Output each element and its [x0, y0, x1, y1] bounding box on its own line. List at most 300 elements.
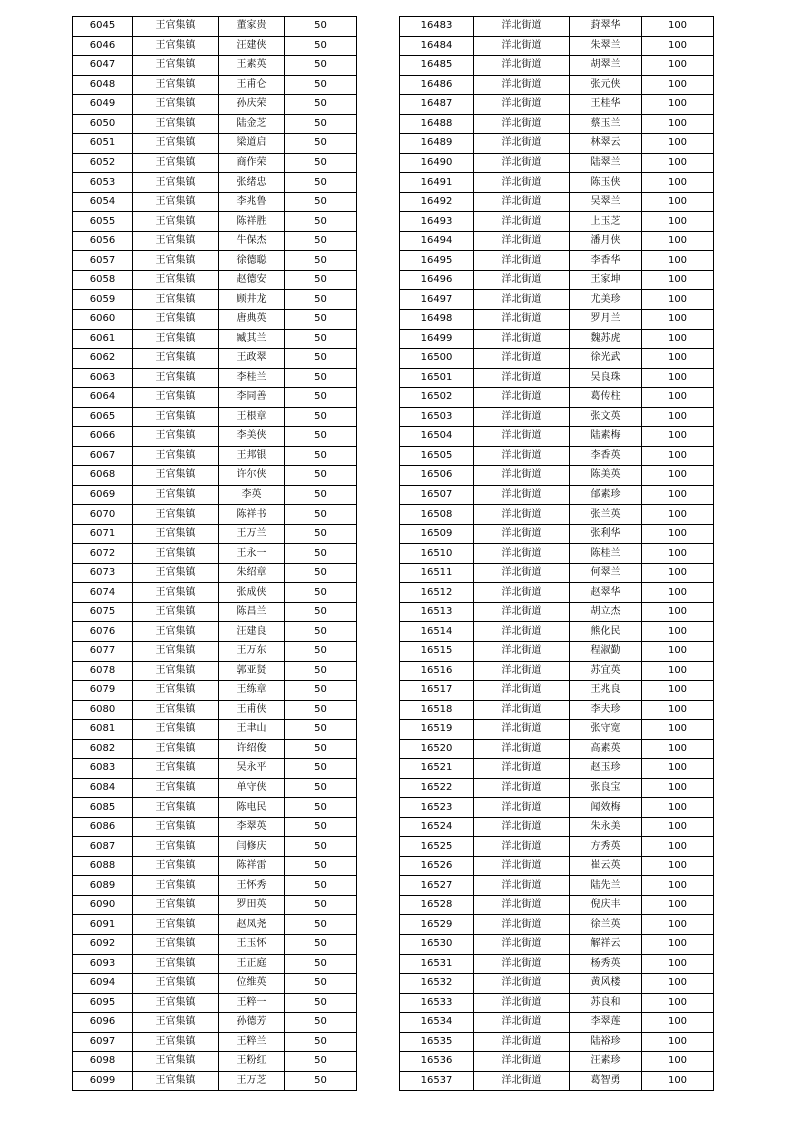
amount-cell: 50	[285, 700, 357, 720]
table-row	[73, 446, 357, 466]
table-row	[400, 642, 714, 662]
town-cell: 王官集镇	[133, 1013, 219, 1033]
table-row	[73, 720, 357, 740]
name-cell: 商作荣	[219, 153, 285, 173]
id-cell: 16520	[400, 739, 474, 759]
id-cell: 6082	[73, 739, 133, 759]
table-row	[73, 954, 357, 974]
id-cell: 16536	[400, 1052, 474, 1072]
table-row	[73, 17, 357, 37]
town-cell: 王官集镇	[133, 817, 219, 837]
town-cell: 王官集镇	[133, 36, 219, 56]
table-row	[400, 446, 714, 466]
id-cell: 16531	[400, 954, 474, 974]
town-cell: 洋北街道	[474, 290, 570, 310]
town-cell: 王官集镇	[133, 954, 219, 974]
name-cell: 张兰英	[570, 505, 642, 525]
amount-cell: 100	[642, 407, 714, 427]
id-cell: 6086	[73, 817, 133, 837]
id-cell: 6054	[73, 192, 133, 212]
table-row	[400, 954, 714, 974]
table-row	[400, 270, 714, 290]
amount-cell: 50	[285, 583, 357, 603]
amount-cell: 100	[642, 134, 714, 154]
name-cell: 王根章	[219, 407, 285, 427]
name-cell: 张元侠	[570, 75, 642, 95]
town-cell: 洋北街道	[474, 1032, 570, 1052]
id-cell: 6093	[73, 954, 133, 974]
id-cell: 16509	[400, 524, 474, 544]
name-cell: 徐光武	[570, 349, 642, 369]
town-cell: 王官集镇	[133, 798, 219, 818]
table-row	[400, 427, 714, 447]
town-cell: 洋北街道	[474, 427, 570, 447]
amount-cell: 50	[285, 817, 357, 837]
id-cell: 6059	[73, 290, 133, 310]
table-row	[400, 1071, 714, 1091]
id-cell: 16501	[400, 368, 474, 388]
town-cell: 王官集镇	[133, 231, 219, 251]
name-cell: 倪庆丰	[570, 895, 642, 915]
name-cell: 王万兰	[219, 524, 285, 544]
name-cell: 赵玉珍	[570, 759, 642, 779]
table-row	[400, 36, 714, 56]
amount-cell: 100	[642, 583, 714, 603]
town-cell: 王官集镇	[133, 349, 219, 369]
table-row	[73, 876, 357, 896]
amount-cell: 100	[642, 505, 714, 525]
name-cell: 王兆良	[570, 681, 642, 701]
amount-cell: 50	[285, 466, 357, 486]
left-table	[72, 16, 357, 1091]
town-cell: 洋北街道	[474, 446, 570, 466]
table-row	[400, 1013, 714, 1033]
name-cell: 陈美英	[570, 466, 642, 486]
name-cell: 许绍俊	[219, 739, 285, 759]
id-cell: 16518	[400, 700, 474, 720]
name-cell: 李夫珍	[570, 700, 642, 720]
amount-cell: 100	[642, 466, 714, 486]
town-cell: 洋北街道	[474, 192, 570, 212]
id-cell: 16491	[400, 173, 474, 193]
town-cell: 王官集镇	[133, 153, 219, 173]
id-cell: 6057	[73, 251, 133, 271]
id-cell: 16495	[400, 251, 474, 271]
town-cell: 洋北街道	[474, 1013, 570, 1033]
table-row	[73, 856, 357, 876]
name-cell: 陈电民	[219, 798, 285, 818]
name-cell: 赵凤尧	[219, 915, 285, 935]
name-cell: 吴永平	[219, 759, 285, 779]
town-cell: 洋北街道	[474, 1071, 570, 1091]
town-cell: 王官集镇	[133, 739, 219, 759]
town-cell: 王官集镇	[133, 778, 219, 798]
amount-cell: 100	[642, 524, 714, 544]
town-cell: 洋北街道	[474, 231, 570, 251]
id-cell: 6045	[73, 17, 133, 37]
name-cell: 陆金芝	[219, 114, 285, 134]
name-cell: 王粹一	[219, 993, 285, 1013]
town-cell: 洋北街道	[474, 954, 570, 974]
table-row	[400, 817, 714, 837]
amount-cell: 50	[285, 563, 357, 583]
id-cell: 16512	[400, 583, 474, 603]
table-row	[400, 876, 714, 896]
amount-cell: 100	[642, 75, 714, 95]
town-cell: 王官集镇	[133, 212, 219, 232]
amount-cell: 50	[285, 446, 357, 466]
amount-cell: 100	[642, 544, 714, 564]
amount-cell: 50	[285, 407, 357, 427]
table-row	[73, 1013, 357, 1033]
name-cell: 汪建良	[219, 622, 285, 642]
table-row	[73, 583, 357, 603]
amount-cell: 50	[285, 114, 357, 134]
id-cell: 16511	[400, 563, 474, 583]
town-cell: 洋北街道	[474, 329, 570, 349]
town-cell: 洋北街道	[474, 993, 570, 1013]
town-cell: 王官集镇	[133, 700, 219, 720]
id-cell: 16494	[400, 231, 474, 251]
id-cell: 16516	[400, 661, 474, 681]
town-cell: 洋北街道	[474, 895, 570, 915]
table-row	[400, 602, 714, 622]
id-cell: 6074	[73, 583, 133, 603]
table-row	[400, 75, 714, 95]
table-row	[400, 290, 714, 310]
id-cell: 6069	[73, 485, 133, 505]
table-row	[73, 1071, 357, 1091]
town-cell: 王官集镇	[133, 114, 219, 134]
id-cell: 16521	[400, 759, 474, 779]
amount-cell: 100	[642, 778, 714, 798]
amount-cell: 100	[642, 173, 714, 193]
town-cell: 王官集镇	[133, 642, 219, 662]
amount-cell: 100	[642, 231, 714, 251]
name-cell: 熊化民	[570, 622, 642, 642]
amount-cell: 100	[642, 153, 714, 173]
town-cell: 王官集镇	[133, 56, 219, 76]
name-cell: 何翠兰	[570, 563, 642, 583]
name-cell: 魏苏虎	[570, 329, 642, 349]
amount-cell: 100	[642, 485, 714, 505]
name-cell: 苏宜英	[570, 661, 642, 681]
id-cell: 16503	[400, 407, 474, 427]
name-cell: 葛智勇	[570, 1071, 642, 1091]
id-cell: 6052	[73, 153, 133, 173]
table-row	[73, 56, 357, 76]
amount-cell: 50	[285, 212, 357, 232]
amount-cell: 100	[642, 876, 714, 896]
id-cell: 16515	[400, 642, 474, 662]
name-cell: 孙德芳	[219, 1013, 285, 1033]
id-cell: 6096	[73, 1013, 133, 1033]
table-row	[73, 681, 357, 701]
amount-cell: 100	[642, 642, 714, 662]
table-row	[400, 993, 714, 1013]
id-cell: 16505	[400, 446, 474, 466]
town-cell: 洋北街道	[474, 622, 570, 642]
table-row	[400, 583, 714, 603]
amount-cell: 100	[642, 895, 714, 915]
id-cell: 6050	[73, 114, 133, 134]
town-cell: 洋北街道	[474, 583, 570, 603]
name-cell: 陈玉侠	[570, 173, 642, 193]
amount-cell: 100	[642, 700, 714, 720]
amount-cell: 100	[642, 681, 714, 701]
town-cell: 王官集镇	[133, 759, 219, 779]
amount-cell: 100	[642, 368, 714, 388]
amount-cell: 100	[642, 934, 714, 954]
amount-cell: 100	[642, 856, 714, 876]
amount-cell: 100	[642, 56, 714, 76]
name-cell: 李翠莲	[570, 1013, 642, 1033]
table-row	[73, 349, 357, 369]
table-row	[400, 349, 714, 369]
amount-cell: 50	[285, 661, 357, 681]
id-cell: 16517	[400, 681, 474, 701]
town-cell: 王官集镇	[133, 583, 219, 603]
name-cell: 陆素梅	[570, 427, 642, 447]
amount-cell: 100	[642, 329, 714, 349]
table-row	[400, 212, 714, 232]
table-row	[73, 759, 357, 779]
town-cell: 王官集镇	[133, 876, 219, 896]
table-row	[400, 837, 714, 857]
id-cell: 16483	[400, 17, 474, 37]
amount-cell: 50	[285, 388, 357, 408]
table-row	[73, 466, 357, 486]
id-cell: 6072	[73, 544, 133, 564]
amount-cell: 50	[285, 837, 357, 857]
id-cell: 16526	[400, 856, 474, 876]
name-cell: 王怀秀	[219, 876, 285, 896]
town-cell: 王官集镇	[133, 720, 219, 740]
name-cell: 李同善	[219, 388, 285, 408]
name-cell: 李香英	[570, 446, 642, 466]
table-row	[73, 642, 357, 662]
town-cell: 洋北街道	[474, 309, 570, 329]
table-row	[73, 895, 357, 915]
name-cell: 杨秀英	[570, 954, 642, 974]
amount-cell: 50	[285, 290, 357, 310]
amount-cell: 100	[642, 759, 714, 779]
name-cell: 朱绍章	[219, 563, 285, 583]
id-cell: 16499	[400, 329, 474, 349]
amount-cell: 100	[642, 798, 714, 818]
id-cell: 16532	[400, 974, 474, 994]
amount-cell: 50	[285, 544, 357, 564]
table-row	[73, 837, 357, 857]
table-row	[400, 759, 714, 779]
name-cell: 汪建侠	[219, 36, 285, 56]
id-cell: 6095	[73, 993, 133, 1013]
table-row	[73, 114, 357, 134]
id-cell: 16535	[400, 1032, 474, 1052]
name-cell: 李美侠	[219, 427, 285, 447]
amount-cell: 100	[642, 95, 714, 115]
name-cell: 王甫侠	[219, 700, 285, 720]
amount-cell: 50	[285, 1013, 357, 1033]
name-cell: 李英	[219, 485, 285, 505]
town-cell: 洋北街道	[474, 798, 570, 818]
table-row	[400, 915, 714, 935]
amount-cell: 100	[642, 1013, 714, 1033]
name-cell: 王邦银	[219, 446, 285, 466]
id-cell: 16533	[400, 993, 474, 1013]
id-cell: 6091	[73, 915, 133, 935]
name-cell: 王粹兰	[219, 1032, 285, 1052]
amount-cell: 50	[285, 622, 357, 642]
id-cell: 6075	[73, 602, 133, 622]
amount-cell: 50	[285, 36, 357, 56]
amount-cell: 50	[285, 251, 357, 271]
id-cell: 6063	[73, 368, 133, 388]
table-row	[400, 231, 714, 251]
table-row	[400, 778, 714, 798]
town-cell: 洋北街道	[474, 661, 570, 681]
id-cell: 16492	[400, 192, 474, 212]
name-cell: 徐兰英	[570, 915, 642, 935]
name-cell: 林翠云	[570, 134, 642, 154]
id-cell: 16513	[400, 602, 474, 622]
id-cell: 16496	[400, 270, 474, 290]
amount-cell: 50	[285, 95, 357, 115]
name-cell: 陈祥胜	[219, 212, 285, 232]
id-cell: 16493	[400, 212, 474, 232]
table-row	[73, 212, 357, 232]
town-cell: 洋北街道	[474, 681, 570, 701]
town-cell: 王官集镇	[133, 622, 219, 642]
table-row	[73, 95, 357, 115]
id-cell: 6097	[73, 1032, 133, 1052]
amount-cell: 50	[285, 134, 357, 154]
id-cell: 16502	[400, 388, 474, 408]
amount-cell: 50	[285, 642, 357, 662]
amount-cell: 50	[285, 17, 357, 37]
table-row	[73, 993, 357, 1013]
id-cell: 6083	[73, 759, 133, 779]
id-cell: 6047	[73, 56, 133, 76]
amount-cell: 50	[285, 75, 357, 95]
table-row	[73, 36, 357, 56]
name-cell: 王家坤	[570, 270, 642, 290]
name-cell: 张良宝	[570, 778, 642, 798]
name-cell: 王粉红	[219, 1052, 285, 1072]
id-cell: 6077	[73, 642, 133, 662]
town-cell: 洋北街道	[474, 720, 570, 740]
id-cell: 6081	[73, 720, 133, 740]
table-row	[73, 915, 357, 935]
town-cell: 王官集镇	[133, 1071, 219, 1091]
table-row	[73, 485, 357, 505]
id-cell: 16522	[400, 778, 474, 798]
town-cell: 洋北街道	[474, 349, 570, 369]
amount-cell: 50	[285, 895, 357, 915]
town-cell: 洋北街道	[474, 759, 570, 779]
table-row	[400, 544, 714, 564]
table-row	[73, 329, 357, 349]
amount-cell: 50	[285, 231, 357, 251]
town-cell: 洋北街道	[474, 817, 570, 837]
id-cell: 16487	[400, 95, 474, 115]
name-cell: 崔云英	[570, 856, 642, 876]
town-cell: 洋北街道	[474, 368, 570, 388]
id-cell: 16523	[400, 798, 474, 818]
table-row	[400, 485, 714, 505]
table-row	[73, 661, 357, 681]
amount-cell: 100	[642, 309, 714, 329]
amount-cell: 100	[642, 1032, 714, 1052]
town-cell: 洋北街道	[474, 17, 570, 37]
town-cell: 王官集镇	[133, 309, 219, 329]
id-cell: 6053	[73, 173, 133, 193]
name-cell: 王素英	[219, 56, 285, 76]
name-cell: 闻效梅	[570, 798, 642, 818]
amount-cell: 50	[285, 602, 357, 622]
table-row	[400, 895, 714, 915]
town-cell: 洋北街道	[474, 270, 570, 290]
name-cell: 董家贵	[219, 17, 285, 37]
name-cell: 上玉芝	[570, 212, 642, 232]
amount-cell: 50	[285, 329, 357, 349]
id-cell: 6092	[73, 934, 133, 954]
name-cell: 李兆鲁	[219, 192, 285, 212]
table-row	[400, 114, 714, 134]
table-row	[400, 798, 714, 818]
id-cell: 6079	[73, 681, 133, 701]
table-row	[400, 1032, 714, 1052]
table-row	[73, 427, 357, 447]
name-cell: 胡翠兰	[570, 56, 642, 76]
name-cell: 罗田英	[219, 895, 285, 915]
table-row	[400, 934, 714, 954]
amount-cell: 100	[642, 270, 714, 290]
name-cell: 单守侠	[219, 778, 285, 798]
town-cell: 王官集镇	[133, 505, 219, 525]
id-cell: 6088	[73, 856, 133, 876]
name-cell: 位维英	[219, 974, 285, 994]
name-cell: 蔡玉兰	[570, 114, 642, 134]
table-row	[73, 134, 357, 154]
table-row	[73, 524, 357, 544]
amount-cell: 50	[285, 427, 357, 447]
town-cell: 王官集镇	[133, 915, 219, 935]
town-cell: 王官集镇	[133, 466, 219, 486]
id-cell: 6056	[73, 231, 133, 251]
id-cell: 6071	[73, 524, 133, 544]
amount-cell: 50	[285, 349, 357, 369]
id-cell: 6073	[73, 563, 133, 583]
town-cell: 洋北街道	[474, 36, 570, 56]
town-cell: 王官集镇	[133, 407, 219, 427]
name-cell: 牛保杰	[219, 231, 285, 251]
amount-cell: 100	[642, 602, 714, 622]
id-cell: 6065	[73, 407, 133, 427]
name-cell: 张成侠	[219, 583, 285, 603]
name-cell: 胡立杰	[570, 602, 642, 622]
town-cell: 王官集镇	[133, 934, 219, 954]
name-cell: 解祥云	[570, 934, 642, 954]
table-row	[400, 524, 714, 544]
table-row	[73, 700, 357, 720]
table-row	[73, 1032, 357, 1052]
table-row	[73, 505, 357, 525]
amount-cell: 50	[285, 993, 357, 1013]
name-cell: 王练章	[219, 681, 285, 701]
town-cell: 洋北街道	[474, 602, 570, 622]
table-row	[400, 563, 714, 583]
